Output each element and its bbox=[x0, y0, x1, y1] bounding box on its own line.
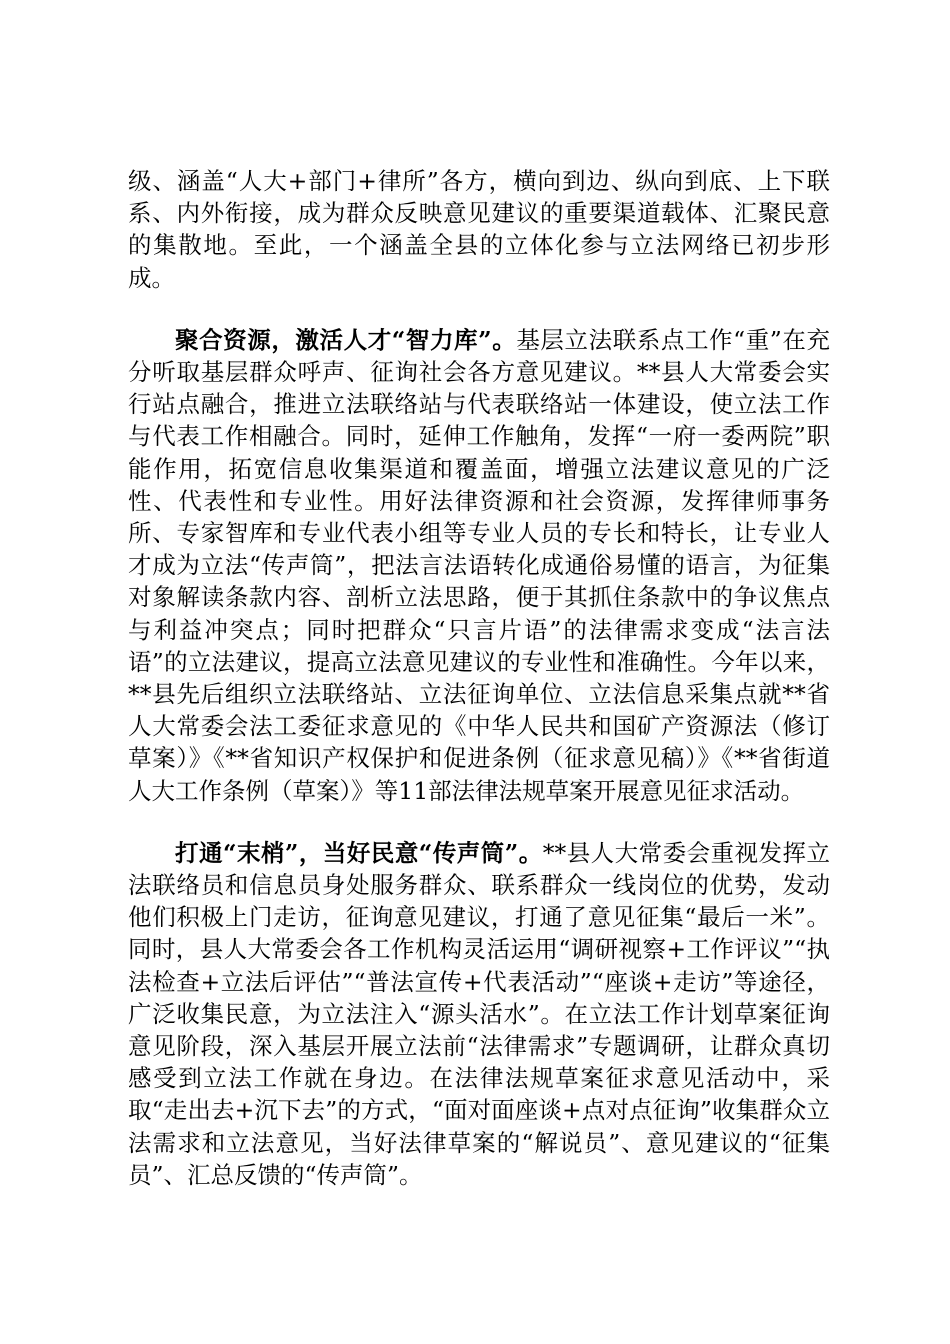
paragraph-text: 基层立法联系点工作“重”在充分听取基层群众呼声、征询社会各方意见建议。**县人大常委会实行站点融合，推进立法联络站与代表联络站一体建设，使立法工作与代表工作相融合。同时，延伸工作触角，发挥“一府一委两院”职能作用，拓宽信息收集渠道和覆盖面，增强立法建议意见的广泛性、代表性和专业性。用好法律资源和社会资源，发挥律师事务所、专家智库和专业代表小组等专业人员的专长和特长，让专业人才成为立法“传声筒”，把法言法语转化成通俗易懂的语言，为征集对象解读条款内容、剖析立法思路，便于其抓住条款中的争议焦点与利益冲突点；同时把群众“只言片语”的法律需求变成“法言法语”的立法建议，提高立法意见建议的专业性和准确性。今年以来，**县先后组织立法联络站、立法征询单位、立法信息采集点就**省人大常委会法工委征求意见的《中华人民共和国矿产资源法（修订草案）》《**省知识产权保护和促进条例（征求意见稿）》《**省街道人大工作条例（草案）》等11部法律法规草案开展意见征求活动。 bbox=[128, 325, 830, 805]
document-body bbox=[128, 165, 830, 1191]
paragraph-heading: 打通“末梢”，当好民意“传声筒”。 bbox=[175, 838, 543, 867]
paragraph-continuation bbox=[128, 165, 830, 294]
paragraph-talent-pool bbox=[128, 324, 830, 807]
paragraph-public-voice bbox=[128, 837, 830, 1191]
paragraph-text: **县人大常委会重视发挥立法联络员和信息员身处服务群众、联系群众一线岗位的优势，发动他们积极上门走访，征询意见建议，打通了意见征集“最后一米”。同时，县人大常委会各工作机构灵活运用“调研视察+工作评议”“执法检查+立法后评估”“普法宣传+代表活动”“座谈+走访”等途径，广泛收集民意，为立法注入“源头活水”。在立法工作计划草案征询意见阶段，深入基层开展立法前“法律需求”专题调研，让群众真切感受到立法工作就在身边。在法律法规草案征求意见活动中，采取“走出去+沉下去”的方式，“面对面座谈+点对点征询”收集群众立法需求和立法意见，当好法律草案的“解说员”、意见建议的“征集员”、汇总反馈的“传声筒”。 bbox=[128, 838, 830, 1189]
paragraph-text: 级、涵盖“人大+部门+律所”各方，横向到边、纵向到底、上下联系、内外衔接，成为群众反映意见建议的重要渠道载体、汇聚民意的集散地。至此，一个涵盖全县的立体化参与立法网络已初步形成。 bbox=[128, 167, 830, 292]
paragraph-heading: 聚合资源，激活人才“智力库”。 bbox=[175, 325, 517, 354]
